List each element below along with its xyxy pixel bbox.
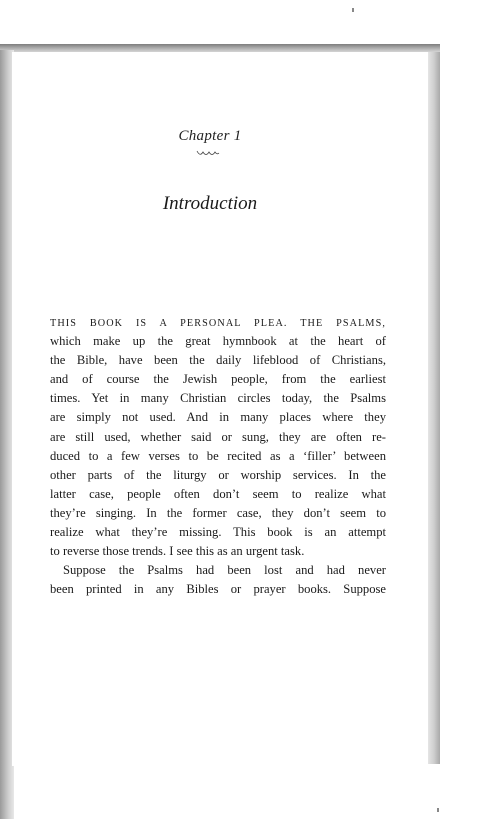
flourish-ornament-icon bbox=[196, 149, 220, 159]
paragraph-line: and of course the Jewish people, from the earliest bbox=[50, 372, 386, 387]
paragraph-line: are simply not used. And in many places where they bbox=[50, 410, 386, 425]
paragraph-line bbox=[50, 313, 386, 332]
paragraph-line: times. Yet in many Christian circles today, the Psalms bbox=[50, 391, 386, 406]
paragraph-line: which make up the great hymnbook at the heart of bbox=[50, 334, 386, 349]
paragraph-line: duced to a few verses to be recited as a ‘filler’ between bbox=[50, 448, 386, 463]
scan-mark bbox=[437, 808, 439, 812]
paragraph-line: other parts of the liturgy or worship services. In the bbox=[50, 467, 386, 482]
chapter-title: Introduction bbox=[162, 193, 258, 214]
chapter-label: Chapter 1 bbox=[178, 128, 242, 144]
scan-mark bbox=[352, 8, 354, 12]
paragraph-line: the Bible, have been the daily lifeblood of Christians, bbox=[50, 353, 386, 368]
paragraph-line: to reverse those trends. I see this as an urgent task. bbox=[50, 544, 305, 559]
paragraph-line: are still used, whether said or sung, they are often re- bbox=[50, 429, 386, 444]
paragraph-line: been printed in any Bibles or prayer books. Suppose bbox=[50, 582, 386, 597]
lead-in-smallcaps: THIS BOOK IS A PERSONAL PLEA. THE PSALMS, bbox=[50, 318, 386, 329]
paragraph-line: Suppose the Psalms had been lost and had never bbox=[63, 563, 386, 578]
paragraph-line: they’re singing. In the former case, they don’t seem to bbox=[50, 505, 386, 520]
page-right-edge bbox=[427, 52, 440, 764]
body-text bbox=[50, 313, 386, 599]
paragraph-line: realize what they’re missing. This book is an attempt bbox=[50, 525, 386, 540]
paragraph-line: latter case, people often don’t seem to realize what bbox=[50, 486, 386, 501]
